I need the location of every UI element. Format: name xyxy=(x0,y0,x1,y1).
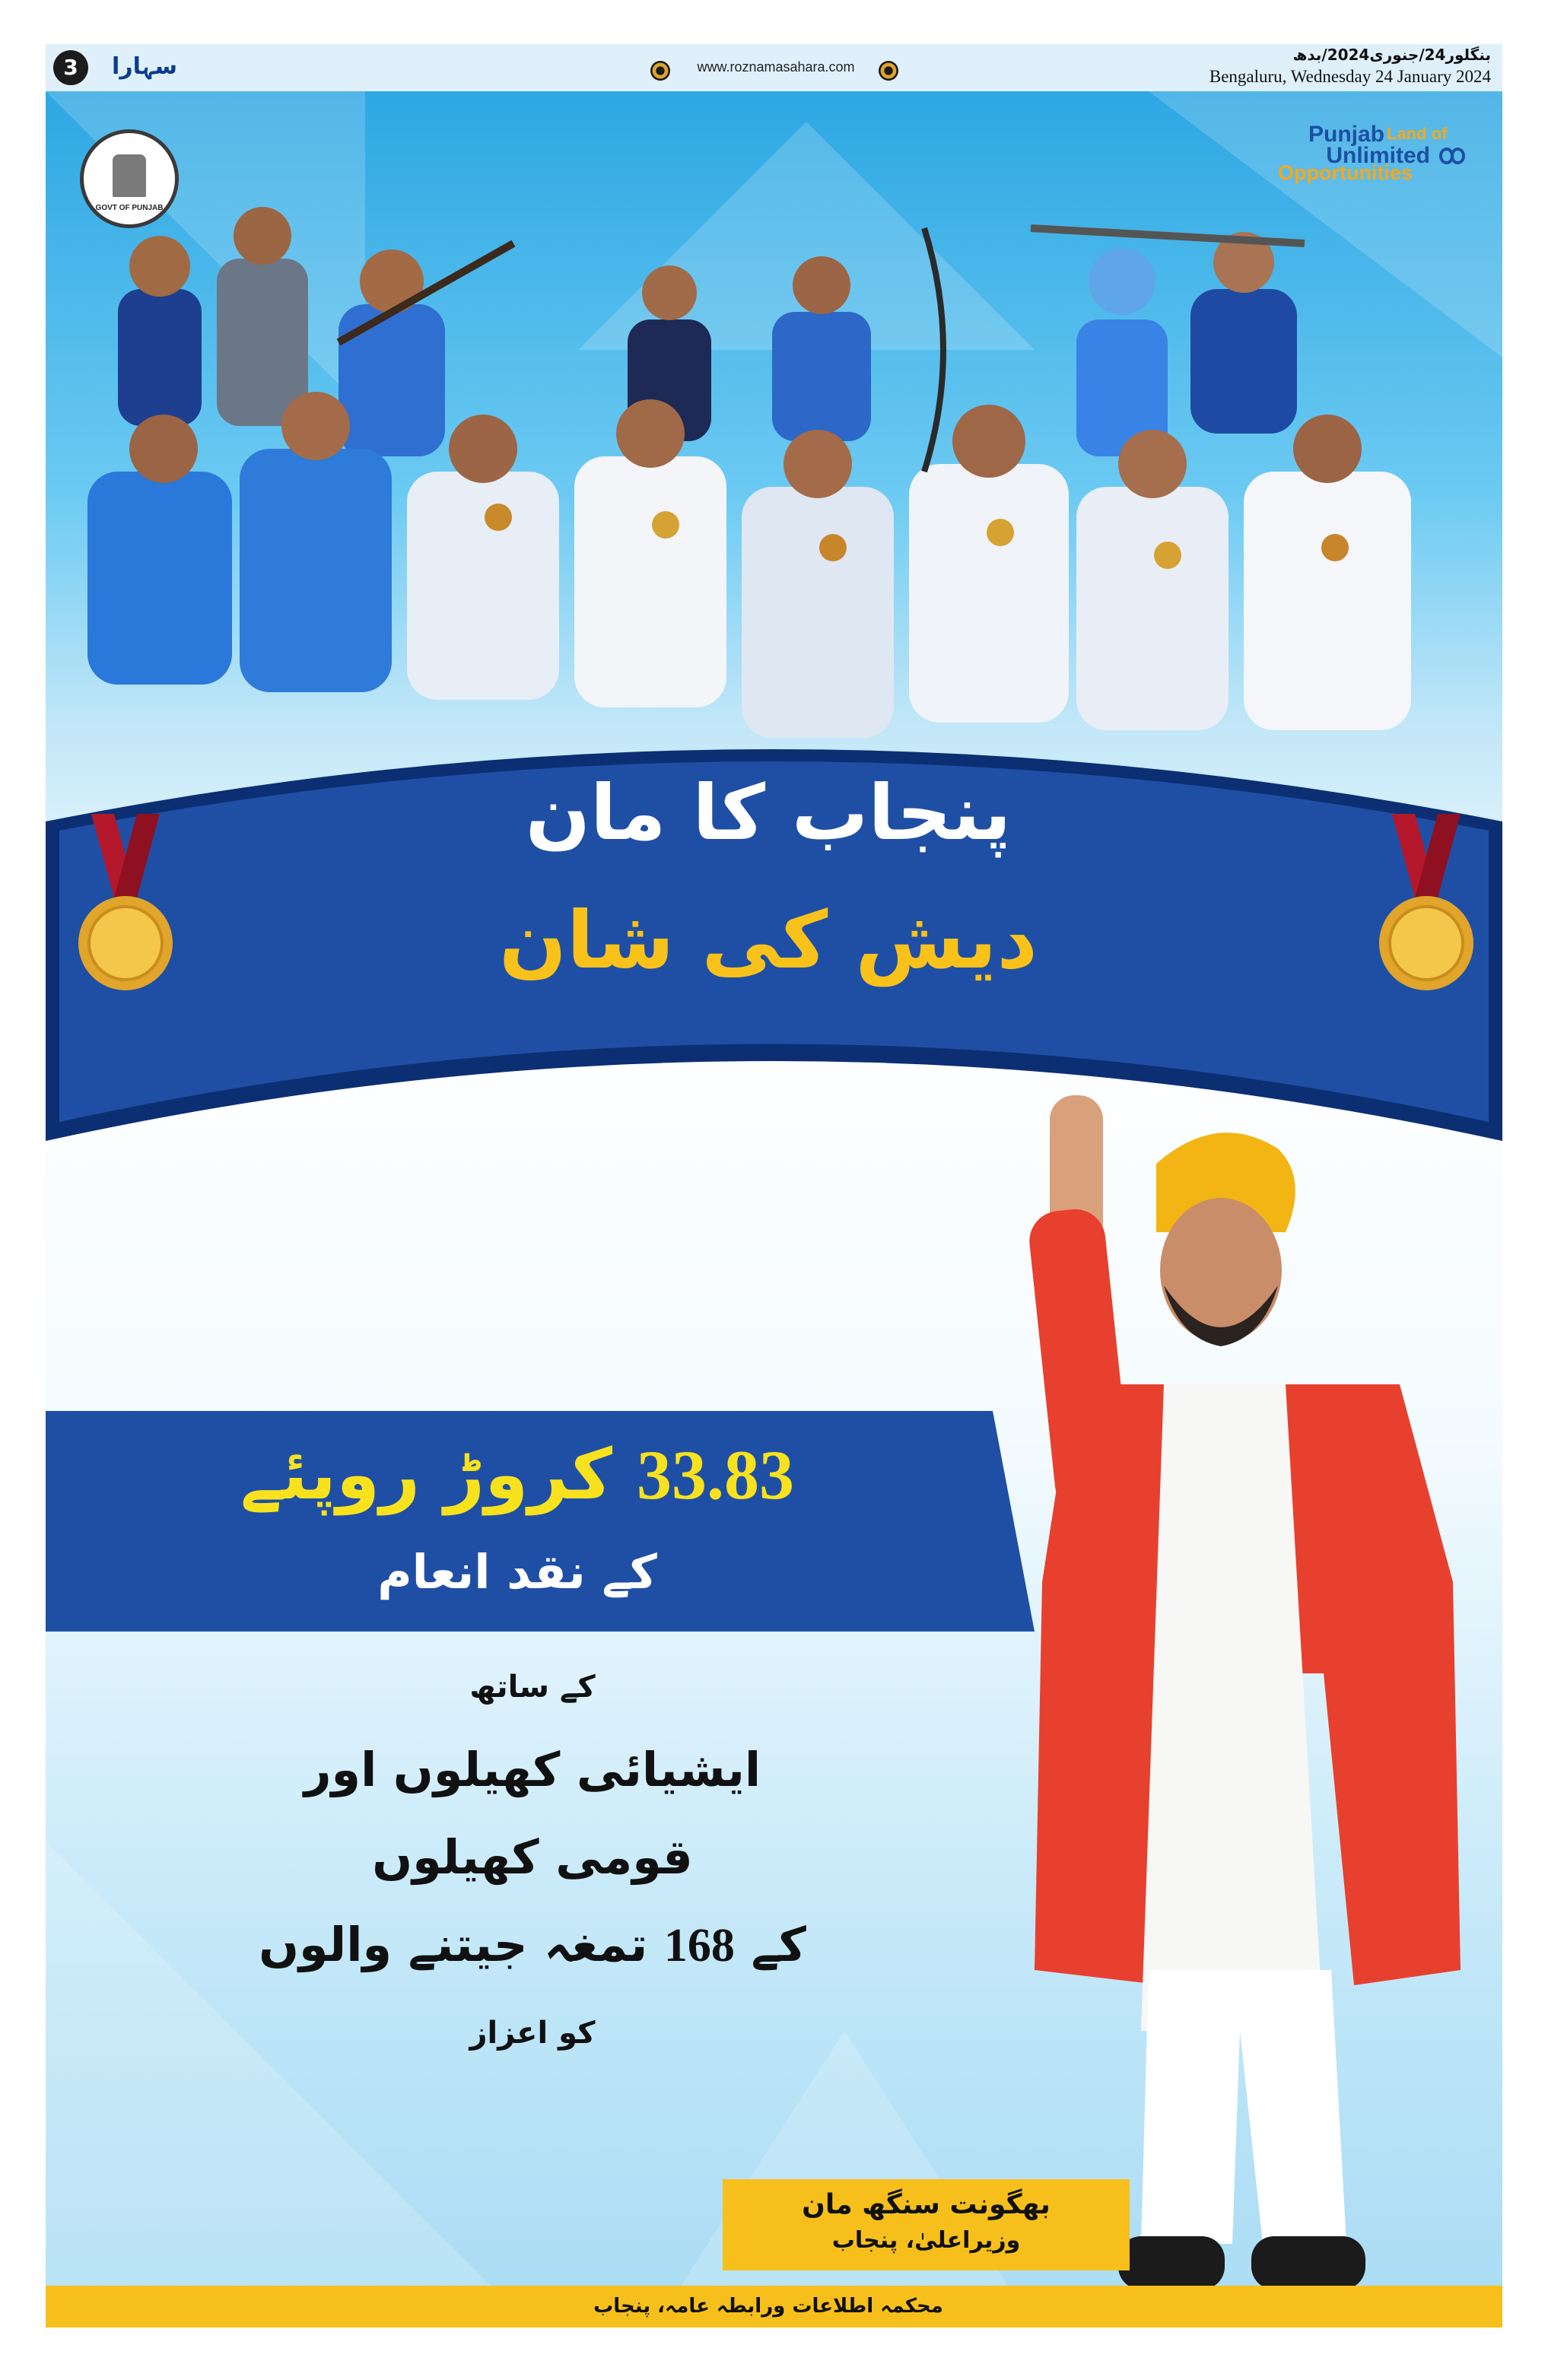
punjab-logo-tag: Land of xyxy=(1387,124,1448,143)
chief-minister-photo xyxy=(989,1095,1476,2297)
flower-ornament-icon xyxy=(879,61,898,81)
body-with: کے ساتھ xyxy=(469,1670,596,1705)
punjab-logo-unlimited: Unlimited xyxy=(1326,143,1430,168)
body-medal-suffix: تمغہ جیتنے والوں xyxy=(259,1917,648,1972)
gold-medal-icon xyxy=(68,814,183,1012)
prize-amount-number: 33.83 xyxy=(637,1436,795,1514)
punjab-logo-opportunities: Opportunities xyxy=(1278,161,1413,184)
body-medal-prefix: کے xyxy=(751,1917,806,1972)
cm-name: بھگونت سنگھ مان xyxy=(802,2189,1051,2220)
footer-department: محکمہ اطلاعات ورابطہ عامہ، پنجاب xyxy=(593,2295,943,2318)
body-asian-games: ایشیائی کھیلوں اور xyxy=(304,1742,761,1797)
website-url[interactable]: www.roznamasahara.com xyxy=(697,59,855,75)
body-medal-count: 168 xyxy=(663,1920,735,1972)
emblem-caption: GOVT OF PUNJAB xyxy=(95,204,164,212)
body-medal-winners xyxy=(152,1917,913,1989)
gold-medal-icon xyxy=(1369,814,1483,1012)
prize-amount-unit: کروڑ روپئے xyxy=(240,1434,613,1515)
athletes-collage-image xyxy=(87,198,1426,791)
date-urdu: بنگلور24/جنوری2024/بدھ xyxy=(1292,46,1491,64)
date-english: Bengaluru, Wednesday 24 January 2024 xyxy=(1209,67,1491,86)
ashoka-emblem-icon xyxy=(113,154,146,197)
newspaper-logo: سہارا xyxy=(112,53,177,80)
page-number: 3 xyxy=(53,50,88,85)
headline-line-1: پنجاب کا مان xyxy=(525,768,1012,857)
cm-title: وزیراعلیٰ، پنجاب xyxy=(831,2227,1021,2254)
prize-amount xyxy=(137,1434,898,1525)
punjab-logo-text: Punjab xyxy=(1308,122,1384,147)
body-national-games: قومی کھیلوں xyxy=(372,1829,693,1885)
prize-cash-line: کے نقد انعام xyxy=(377,1544,657,1600)
headline-line-2: دیش کی شان xyxy=(499,894,1038,987)
body-honour: کو اعزاز xyxy=(469,2016,596,2051)
